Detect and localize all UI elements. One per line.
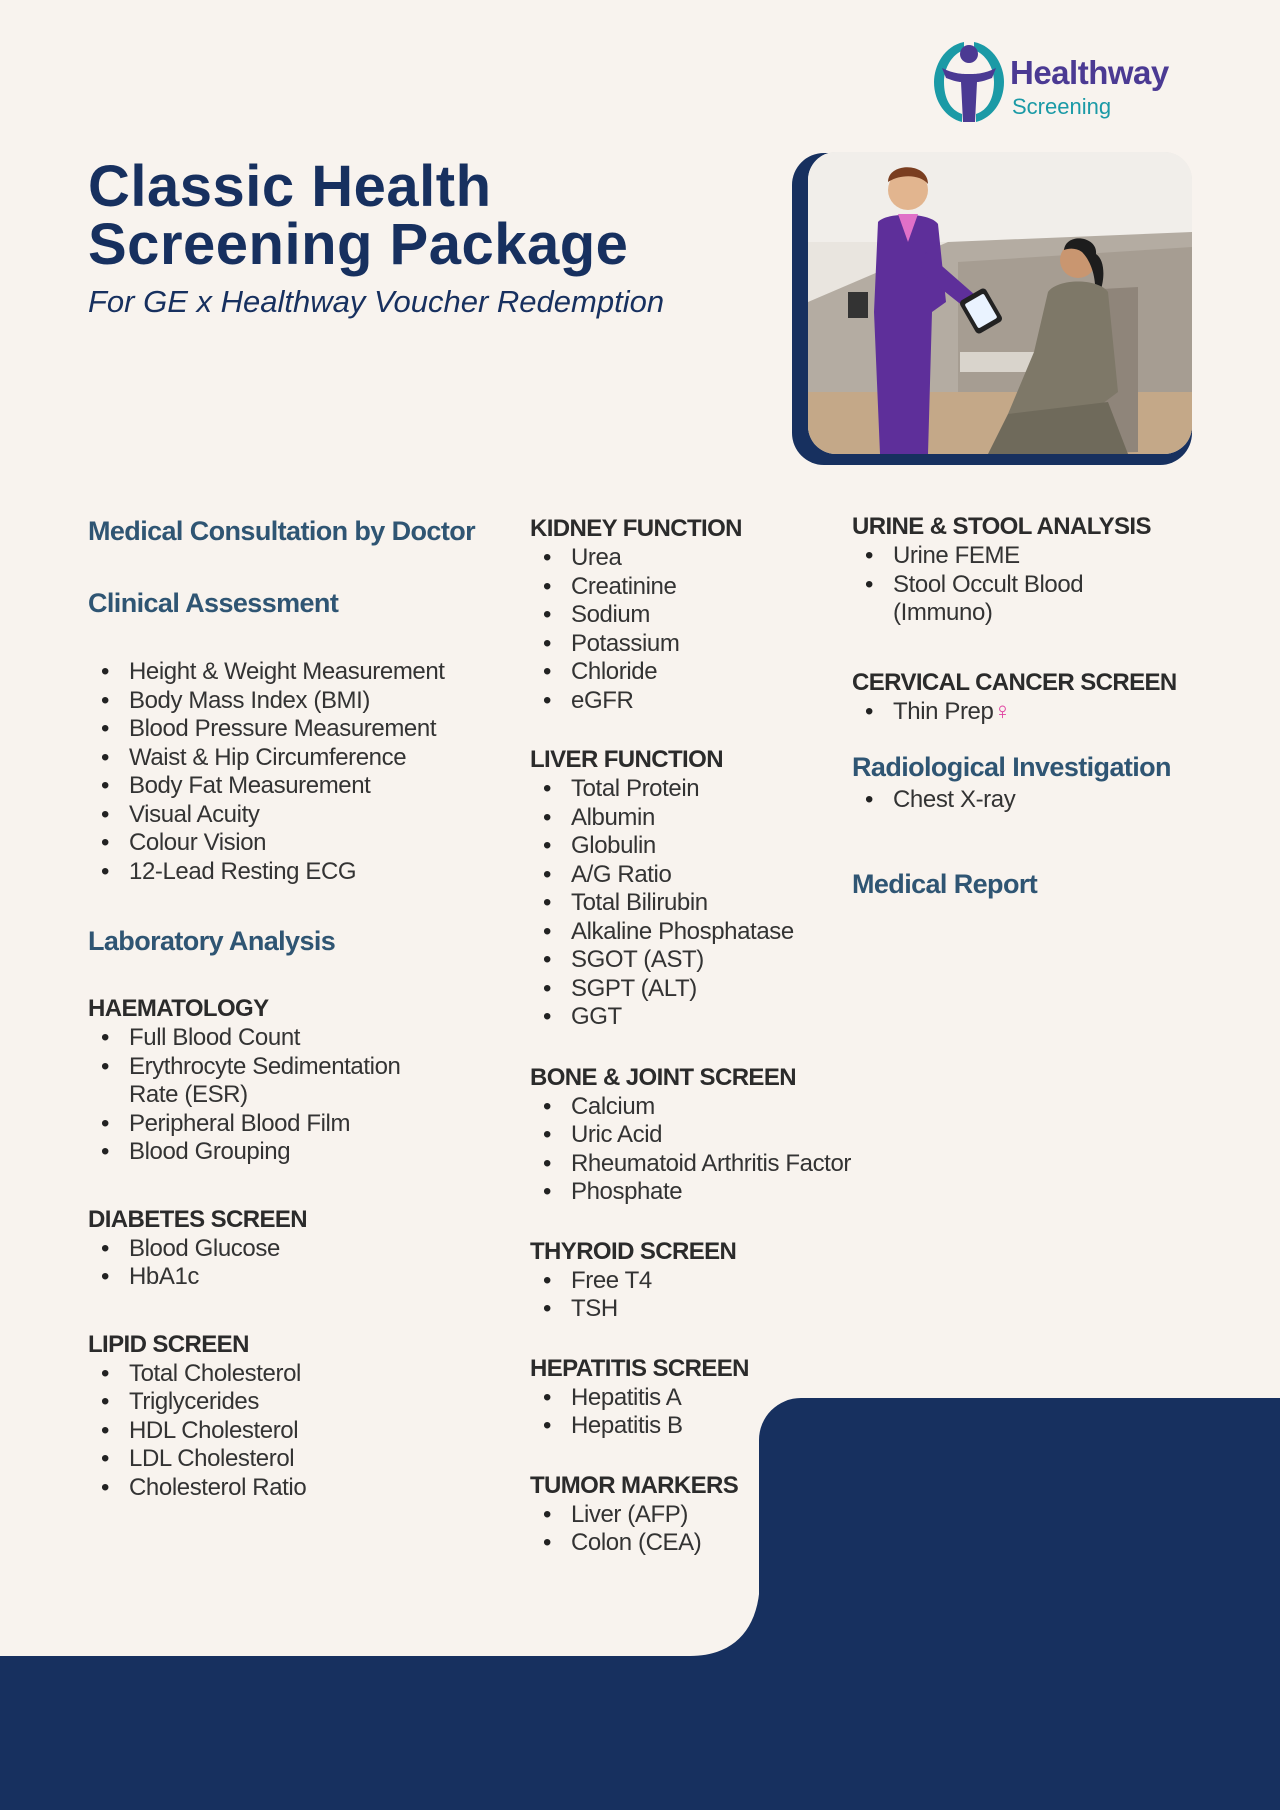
title-line-1: Classic Health [88,154,492,219]
clinical-assessment-list [88,658,508,886]
liver-list [530,775,860,1032]
list-item: • Urea [530,544,860,573]
logo-brand-name: Healthway [1010,54,1169,91]
list-item: • Blood Pressure Measurement [88,715,508,744]
group-cervical-cancer-screen: CERVICAL CANCER SCREEN [852,668,1177,696]
title-line-2: Screening Package [88,212,629,277]
healthway-logo [934,40,1174,124]
list-item: • Total Protein [530,775,860,804]
list-item: • SGPT (ALT) [530,975,860,1004]
list-item: • HbA1c [88,1263,508,1292]
group-hepatitis-screen: HEPATITIS SCREEN [530,1354,749,1382]
list-item: • Body Fat Measurement [88,772,508,801]
list-item: • GGT [530,1003,860,1032]
list-item: • Stool Occult Blood (Immuno) [852,571,1122,628]
list-item [852,698,1182,727]
group-thyroid-screen: THYROID SCREEN [530,1237,737,1265]
list-item: • Hepatitis B [530,1412,860,1441]
hepatitis-list [530,1384,860,1441]
column-2 [530,514,860,1558]
list-item: • Blood Glucose [88,1235,508,1264]
section-medical-consultation: Medical Consultation by Doctor [88,516,476,546]
group-lipid-screen: LIPID SCREEN [88,1330,249,1358]
list-item: • Uric Acid [530,1121,860,1150]
page-title [88,154,629,277]
list-item: • Cholesterol Ratio [88,1474,508,1503]
list-item: • Creatinine [530,573,860,602]
list-item: • Phosphate [530,1178,860,1207]
list-item: • Calcium [530,1093,860,1122]
list-item: • Potassium [530,630,860,659]
tumor-markers-list [530,1501,860,1558]
kidney-list [530,544,860,715]
diabetes-list [88,1235,508,1292]
urine-stool-list [852,542,1122,628]
section-medical-report: Medical Report [852,868,1038,899]
group-tumor-markers: TUMOR MARKERS [530,1471,739,1499]
list-item: • Free T4 [530,1267,860,1296]
list-item: • Total Cholesterol [88,1360,508,1389]
list-item: • Full Blood Count [88,1024,428,1053]
group-diabetes-screen: DIABETES SCREEN [88,1205,308,1233]
list-item: • eGFR [530,687,860,716]
haematology-list [88,1024,428,1167]
list-item: • Chloride [530,658,860,687]
list-item: • Colon (CEA) [530,1529,860,1558]
list-item: • Globulin [530,832,860,861]
page-subtitle: For GE x Healthway Voucher Redemption [88,284,665,319]
list-item: • Alkaline Phosphatase [530,918,860,947]
list-item: • LDL Cholesterol [88,1445,508,1474]
list-item: • Triglycerides [88,1388,508,1417]
list-item: • Waist & Hip Circumference [88,744,508,773]
list-item: • TSH [530,1295,860,1324]
bottom-corner-curve [680,1578,760,1658]
list-item: • Urine FEME [852,542,1122,571]
list-item: • A/G Ratio [530,861,860,890]
group-urine-stool-analysis: URINE & STOOL ANALYSIS [852,513,1151,540]
list-item: • Visual Acuity [88,801,508,830]
thyroid-list [530,1267,860,1324]
group-liver-function: LIVER FUNCTION [530,746,723,773]
list-item: • Hepatitis A [530,1384,860,1413]
column-3 [852,512,1182,901]
list-item: • SGOT (AST) [530,946,860,975]
column-1 [88,514,508,1502]
list-item: • Albumin [530,804,860,833]
list-item: • 12-Lead Resting ECG [88,858,508,887]
screening-photo [808,152,1192,454]
list-item: • Peripheral Blood Film [88,1110,428,1139]
list-item: • Liver (AFP) [530,1501,860,1530]
logo-brand-sub: Screening [1012,94,1112,119]
section-laboratory-analysis: Laboratory Analysis [88,926,336,956]
list-item: • HDL Cholesterol [88,1417,508,1446]
healthway-logo-icon [934,40,1004,124]
group-bone-joint-screen: BONE & JOINT SCREEN [530,1063,796,1091]
section-clinical-assessment: Clinical Assessment [88,588,339,618]
cervical-list [852,698,1182,727]
list-item: • Rheumatoid Arthritis Factor [530,1150,860,1179]
list-item: • Erythrocyte Sedimentation Rate (ESR) [88,1053,428,1110]
lipid-list [88,1360,508,1503]
group-kidney-function: KIDNEY FUNCTION [530,515,742,542]
list-item: • Chest X-ray [852,786,1182,815]
list-item: • Height & Weight Measurement [88,658,508,687]
list-item: • Blood Grouping [88,1138,428,1167]
list-item: • Colour Vision [88,829,508,858]
bone-joint-list [530,1093,860,1207]
radiology-list [852,786,1182,815]
group-haematology: HAEMATOLOGY [88,995,269,1022]
list-item: • Sodium [530,601,860,630]
female-symbol-icon: ♀ [993,697,1012,725]
list-item: • Total Bilirubin [530,889,860,918]
list-item: • Body Mass Index (BMI) [88,687,508,716]
bottom-navy-band [0,1656,1280,1810]
thin-prep-label: Thin Prep [893,697,994,725]
section-radiological-investigation: Radiological Investigation [852,752,1171,782]
